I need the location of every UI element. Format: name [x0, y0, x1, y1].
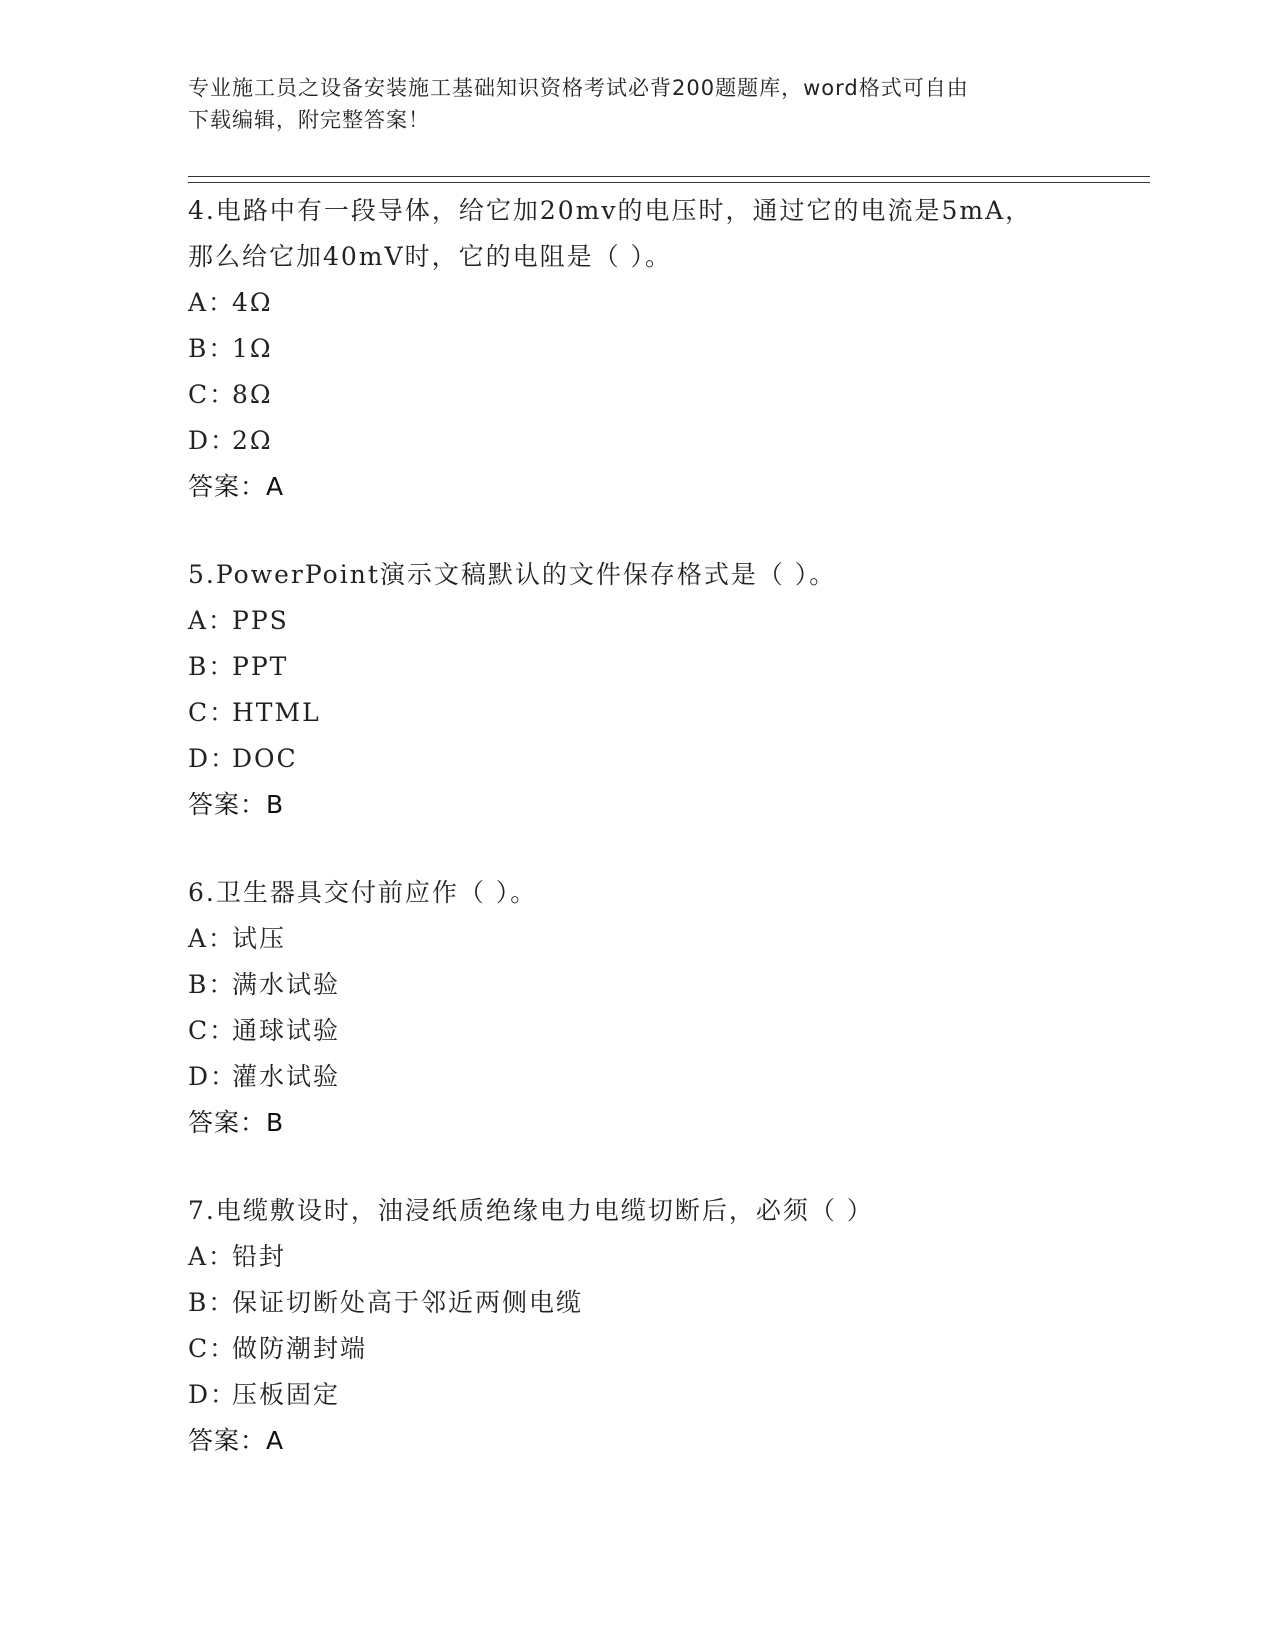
header-line-2: 下载编辑，附完整答案！ — [188, 108, 430, 132]
option-c — [188, 1326, 1088, 1372]
header-divider-top — [188, 176, 1150, 177]
question-stem: 6.卫生器具交付前应作（ ）。 — [188, 878, 538, 907]
answer: 答案：B — [188, 790, 285, 819]
answer: 答案：A — [188, 472, 285, 501]
question-stem: 5.PowerPoint演示文稿默认的文件保存格式是（ ）。 — [188, 560, 837, 589]
option-label: A： — [188, 288, 236, 317]
option-label: A： — [188, 1242, 236, 1271]
option-label: D： — [188, 1062, 238, 1091]
option-text: 压板固定 — [232, 1380, 341, 1409]
option-label: D： — [188, 1380, 238, 1409]
option-text: DOC — [232, 744, 298, 773]
option-a — [188, 1234, 1088, 1280]
option-d — [188, 1372, 1088, 1418]
option-text: 通球试验 — [232, 1016, 341, 1045]
option-text: PPT — [232, 652, 289, 681]
option-a — [188, 916, 1088, 962]
option-a — [188, 280, 1088, 326]
option-b — [188, 1280, 1088, 1326]
option-label: C： — [188, 1334, 237, 1363]
option-b — [188, 326, 1088, 372]
question-stem: 4.电路中有一段导体，给它加20mv的电压时，通过它的电流是5mA， — [188, 196, 1033, 225]
option-text: 铅封 — [232, 1242, 287, 1271]
option-text: 2Ω — [232, 426, 273, 455]
header-divider-bottom — [188, 182, 1150, 183]
option-label: D： — [188, 426, 238, 455]
option-c — [188, 690, 1088, 736]
option-c — [188, 1008, 1088, 1054]
question-6 — [188, 870, 1088, 1146]
option-label: A： — [188, 606, 236, 635]
question-5 — [188, 552, 1088, 828]
option-label: C： — [188, 380, 237, 409]
option-text: 4Ω — [232, 288, 273, 317]
option-text: 1Ω — [232, 334, 273, 363]
option-text: 试压 — [232, 924, 287, 953]
option-label: C： — [188, 698, 237, 727]
question-7 — [188, 1188, 1088, 1464]
option-label: C： — [188, 1016, 237, 1045]
document-header — [188, 72, 1068, 136]
option-label: B： — [188, 652, 236, 681]
option-label: B： — [188, 334, 236, 363]
option-text: 满水试验 — [232, 970, 341, 999]
option-label: D： — [188, 744, 238, 773]
option-text: 灌水试验 — [232, 1062, 341, 1091]
option-label: B： — [188, 1288, 236, 1317]
question-stem-cont: 那么给它加40mV时，它的电阻是（ ）。 — [188, 242, 673, 271]
option-d — [188, 736, 1088, 782]
option-text: HTML — [232, 698, 321, 727]
answer: 答案：A — [188, 1426, 285, 1455]
question-4 — [188, 188, 1088, 510]
option-label: B： — [188, 970, 236, 999]
option-a — [188, 598, 1088, 644]
option-d — [188, 1054, 1088, 1100]
option-b — [188, 962, 1088, 1008]
option-d — [188, 418, 1088, 464]
answer: 答案：B — [188, 1108, 285, 1137]
option-b — [188, 644, 1088, 690]
question-stem: 7.电缆敷设时，油浸纸质绝缘电力电缆切断后，必须（ ） — [188, 1196, 874, 1225]
option-c — [188, 372, 1088, 418]
option-text: PPS — [232, 606, 289, 635]
option-text: 8Ω — [232, 380, 273, 409]
header-line-1: 专业施工员之设备安装施工基础知识资格考试必背200题题库，word格式可自由 — [188, 76, 969, 100]
option-text: 做防潮封端 — [232, 1334, 368, 1363]
option-text: 保证切断处高于邻近两侧电缆 — [232, 1288, 584, 1317]
option-label: A： — [188, 924, 236, 953]
